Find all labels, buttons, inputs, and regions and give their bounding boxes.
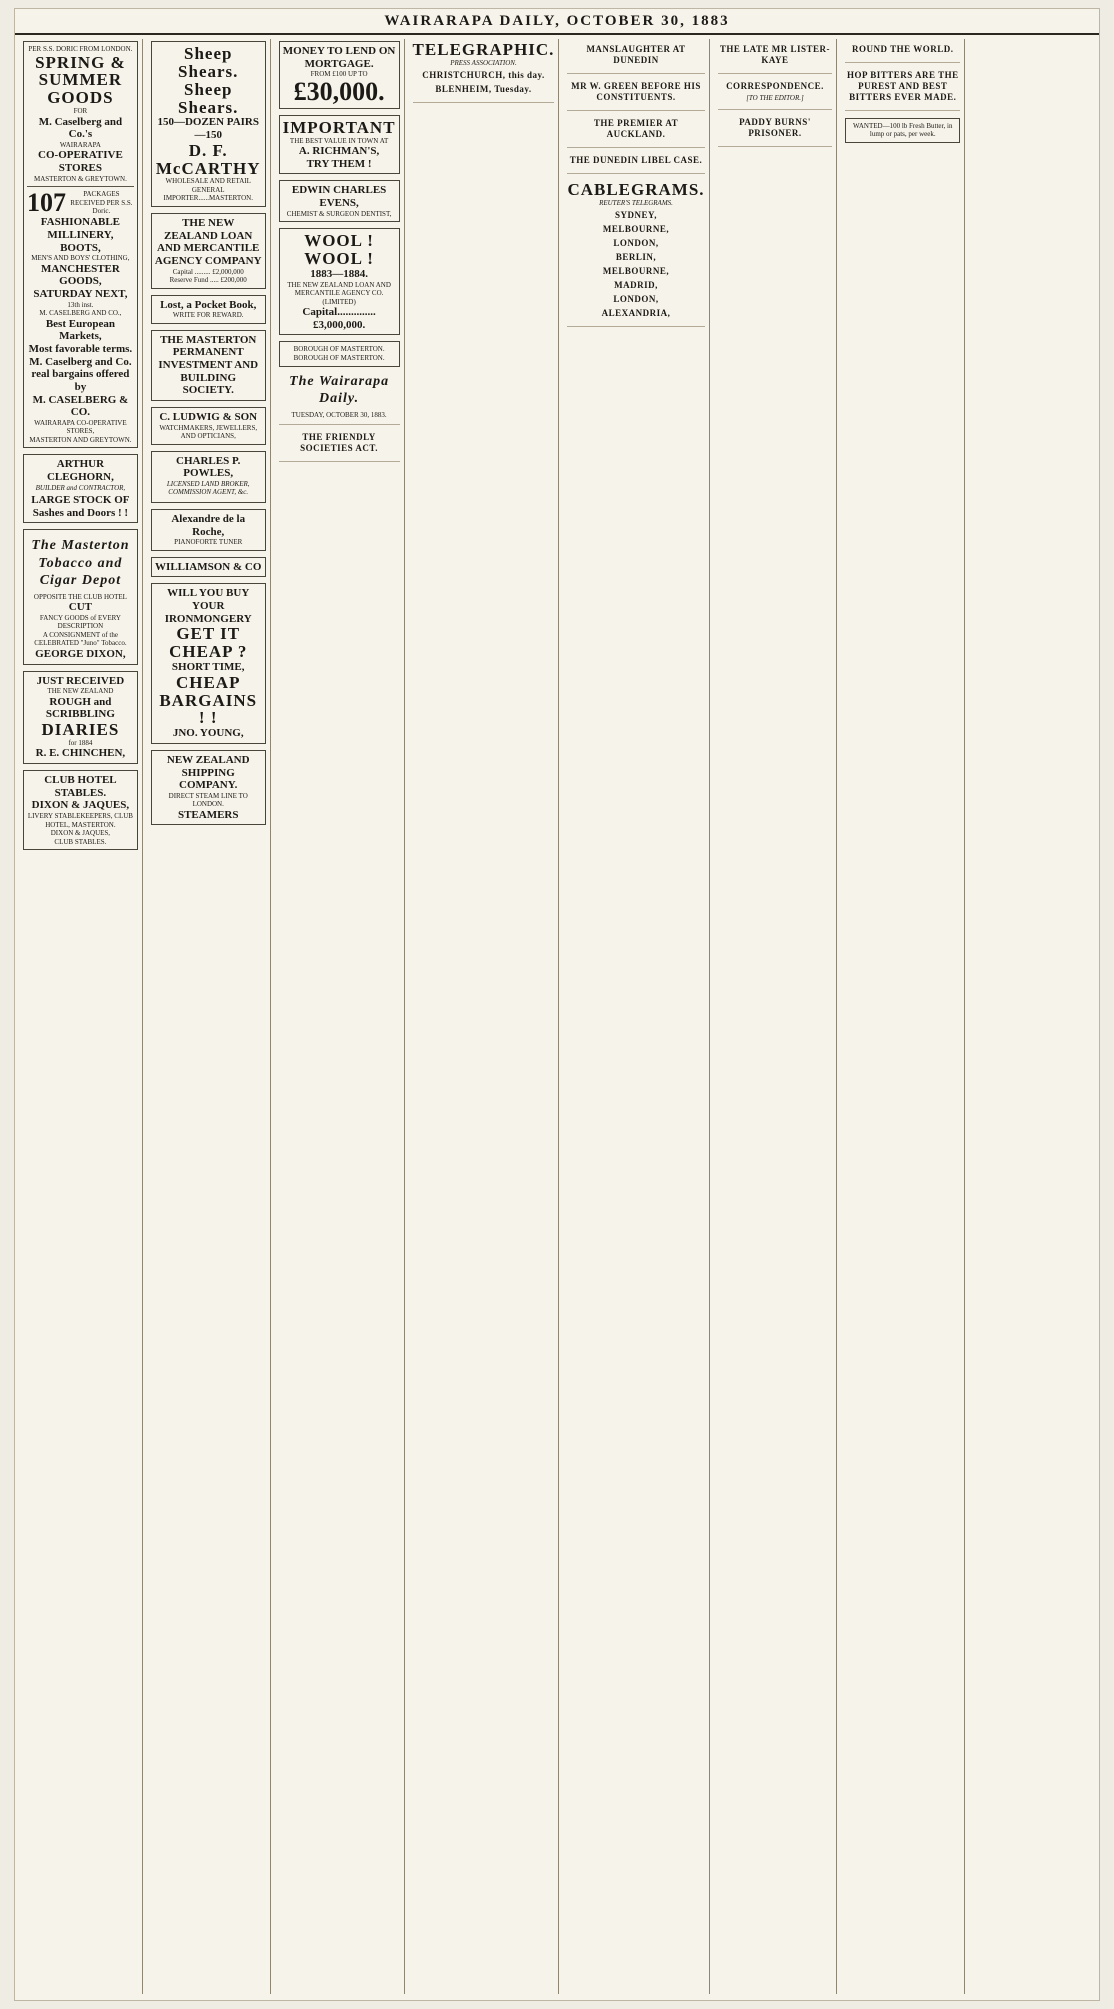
firm4-label: M. CASELBERG & CO. [32, 393, 129, 419]
shipping-ad [151, 750, 266, 826]
pairs-label: 150—DOZEN PAIRS—150 [157, 116, 259, 142]
season-label: 1883—1884. [310, 267, 368, 280]
column-2 [149, 39, 271, 1994]
firm2-label: M. CASELBERG AND CO., [39, 309, 122, 318]
divider [27, 186, 134, 187]
column-1 [21, 39, 143, 1994]
dixon-jaques-name: DIXON & JAQUES, [31, 799, 130, 812]
libel-heading: THE DUNEDIN LIBEL CASE. [569, 154, 703, 165]
premier-heading: THE PREMIER AT AUCKLAND. [593, 117, 679, 139]
wool-heading: WOOL ! WOOL ! [304, 231, 374, 269]
london2-dateline: LONDON, [613, 293, 659, 304]
lost-heading: Lost, a Pocket Book, [160, 298, 257, 311]
borough2-label: BOROUGH OF MASTERTON. [293, 354, 385, 363]
packages-number: 107 [27, 188, 66, 218]
friendly-article [279, 432, 400, 462]
column-4 [411, 39, 560, 1994]
saturday-label: SATURDAY NEXT, [33, 287, 128, 300]
correspondence-block [718, 81, 833, 111]
firm-name: M. Caselberg and Co.'s [38, 115, 123, 141]
evens-ad [279, 180, 400, 222]
paddy-heading: PADDY BURNS' PRISONER. [739, 117, 811, 139]
diaries-heading: DIARIES [41, 720, 120, 740]
borough-label: BOROUGH OF MASTERTON. [293, 345, 385, 354]
capital2-label: Capital..............£3,000,000. [302, 306, 376, 331]
manslaughter-article [567, 44, 704, 74]
nz-loan-ad [151, 213, 266, 289]
columns-grid [21, 39, 1093, 1994]
millinery-label: MILLINERY, [47, 228, 114, 241]
shipping-title: NEW ZEALAND SHIPPING COMPANY. [166, 753, 250, 792]
sydney-dateline: SYDNEY, [615, 210, 657, 221]
sashes-label: Sashes and Doors ! ! [32, 506, 129, 519]
powles-name: CHARLES P. POWLES, [176, 454, 241, 480]
steamers-label: STEAMERS [177, 808, 239, 821]
fashionable-label: FASHIONABLE [40, 216, 121, 229]
round-world-heading: ROUND THE WORLD. [852, 44, 954, 54]
cablegrams-block [567, 181, 704, 327]
capital-label: Capital ......... £2,000,000 [172, 267, 244, 276]
boots-label: BOOTS, [60, 241, 101, 254]
paper-title-block [279, 373, 400, 426]
best-european-label: Best European Markets, [45, 317, 115, 343]
diaries-year: for 1884 [68, 738, 93, 747]
column-3 [277, 39, 405, 1994]
tobacco-title: The Masterton Tobacco and Cigar Depot [31, 538, 130, 588]
goods-heading: GOODS [47, 88, 114, 108]
cheap-heading: GET IT CHEAP ? [169, 624, 248, 662]
mortgage-ad [279, 41, 400, 109]
delaroche-name: Alexandre de la Roche, [171, 512, 246, 538]
manchester-label: MANCHESTER GOODS, [40, 262, 120, 288]
important-ad [279, 115, 400, 175]
borough-ad [279, 341, 400, 366]
limited-label: (LIMITED) [322, 297, 356, 306]
favourable-label: Most favorable terms. [28, 342, 133, 355]
just-received-label: JUST RECEIVED [36, 674, 125, 687]
delaroche-ad [151, 509, 266, 551]
important-heading: IMPORTANT [282, 117, 396, 137]
towns2-label: MASTERTON AND GREYTOWN. [29, 435, 132, 444]
melbourne-dateline: MELBOURNE, [602, 224, 670, 235]
building-society-ad [151, 330, 266, 401]
cleghorn-ad [23, 454, 138, 523]
cut-label: CUT [68, 601, 93, 614]
paddy-article [718, 117, 833, 147]
club-stables-heading: CLUB HOTEL STABLES. [44, 774, 117, 799]
berlin-dateline: BERLIN, [615, 252, 657, 263]
fancy-label: FANCY GOODS of EVERY DESCRIPTION [39, 613, 121, 631]
williamson-name: WILLIAMSON & CO [155, 560, 262, 573]
stores-label: CO-OPERATIVE STORES [38, 149, 123, 175]
livery-label: LIVERY STABLEKEEPERS, CLUB HOTEL, MASTERTON. [27, 812, 133, 829]
london-dateline: LONDON, [613, 238, 659, 249]
mccarthy-name: D. F. McCARTHY [155, 140, 261, 178]
clothing-label: MEN'S AND BOYS' CLOTHING, [31, 254, 130, 263]
richman-name: A. RICHMAN'S, [298, 145, 380, 158]
cleghorn-name: ARTHUR CLEGHORN, [46, 458, 114, 484]
rough-label: ROUGH and SCRIBBLING [45, 695, 115, 721]
masthead-title: WAIRARAPA DAILY, OCTOBER 30, 1883 [15, 9, 1099, 35]
tobacco-ad [23, 529, 138, 664]
powles-ad [151, 451, 266, 503]
column-8 [971, 39, 1093, 1994]
place-label: WAIRARAPA [59, 140, 101, 149]
column-5 [565, 39, 709, 1994]
nz-loan-title: THE NEW ZEALAND LOAN AND MERCANTILE AGENCY COMPANY [154, 216, 262, 267]
sheep-shears-2: Sheep Shears. [178, 79, 239, 117]
madrid-dateline: MADRID, [614, 280, 658, 290]
young-ad [151, 583, 266, 743]
importer-label: GENERAL IMPORTER......MASTERTON. [163, 185, 253, 203]
listerkaye-heading: THE LATE MR LISTER-KAYE [719, 44, 830, 65]
sums-label: FROM £100 UP TO [310, 70, 368, 79]
lost-ad [151, 295, 266, 324]
money-heading: MONEY TO LEND ON MORTGAGE. [282, 45, 396, 70]
watch-label: WATCHMAKERS, JEWELLERS, AND OPTICIANS, [159, 423, 258, 441]
hopbitters-article [845, 70, 960, 111]
bargains-heading: CHEAP BARGAINS ! ! [159, 672, 258, 728]
cablegrams-heading: CABLEGRAMS. [567, 179, 705, 199]
wanted-ad [845, 118, 960, 143]
date-label: 13th inst. [67, 300, 94, 309]
reward-label: WRITE FOR REWARD. [172, 311, 244, 320]
diaries-ad [23, 671, 138, 764]
packages-text: PACKAGES RECEIVED PER S.S. Doric. [70, 190, 133, 216]
wool-ad [279, 228, 400, 335]
bestvalue-label: THE BEST VALUE IN TOWN AT [289, 136, 389, 145]
press-label: PRESS ASSOCIATION. [450, 58, 517, 67]
consignment-label: A CONSIGNMENT of the CELEBRATED "Juno" Tobacco. [34, 630, 127, 648]
sheep-shears-1: Sheep Shears. [178, 44, 239, 81]
dixon-jaques-footer: DIXON & JAQUES, [50, 829, 111, 838]
ship-line: PER S.S. DORIC FROM LONDON. [28, 45, 133, 53]
reuters-label: REUTER'S TELEGRAMS. [599, 198, 673, 207]
stores2-label: WAIRARAPA CO-OPERATIVE STORES, [34, 418, 127, 436]
manslaughter-heading: MANSLAUGHTER AT DUNEDIN [586, 44, 686, 65]
alexandria-dateline: ALEXANDRIA, [601, 307, 671, 318]
melbourne2-dateline: MELBOURNE, [602, 266, 670, 277]
caselberg-ad [23, 41, 138, 448]
williamson-ad [151, 557, 266, 578]
editor-label: [TO THE EDITOR.] [746, 93, 804, 102]
young-name: JNO. YOUNG, [172, 727, 244, 740]
column-7 [843, 39, 965, 1994]
mccarthy-ad [151, 41, 266, 207]
ironmongery-label: WILL YOU BUY YOUR IRONMONGERY [164, 587, 252, 625]
cleghorn-sub: BUILDER and CONTRACTOR, [35, 483, 126, 492]
telegraphic-block [413, 41, 555, 103]
nz-label: THE NEW ZEALAND [47, 687, 114, 696]
pianoforte-label: PIANOFORTE TUNER [174, 538, 243, 547]
paper-date: TUESDAY, OCTOBER 30, 1883. [291, 410, 387, 419]
correspondence-heading: CORRESPONDENCE. [726, 80, 824, 91]
dixon-name: GEORGE DIXON, [35, 648, 126, 660]
trythem-label: TRY THEM ! [306, 157, 372, 170]
evens-name: EDWIN CHARLES EVENS, [291, 184, 387, 210]
shorttime-label: SHORT TIME, [171, 661, 245, 674]
christchurch-dateline: CHRISTCHURCH, this day. [422, 70, 545, 81]
stables-ad [23, 770, 138, 850]
friendly-heading: THE FRIENDLY SOCIETIES ACT. [300, 432, 379, 454]
direct-label: DIRECT STEAM LINE TO LONDON. [168, 791, 248, 809]
firm3-label: M. Caselberg and Co. [29, 355, 132, 368]
for-label: FOR [73, 107, 88, 116]
green-heading: MR W. GREEN BEFORE HIS CONSTITUENTS. [571, 80, 701, 102]
listerkaye-article [718, 44, 833, 74]
chinchen-name: R. E. CHINCHEN, [35, 747, 126, 760]
round-world-article [845, 44, 960, 63]
libel-article [567, 155, 704, 174]
blenheim-dateline: BLENHEIM, Tuesday. [435, 84, 532, 95]
powles-sub: LICENSED LAND BROKER, COMMISSION AGENT, &c. [166, 479, 250, 497]
column-6 [716, 39, 838, 1994]
amount-heading: £30,000. [293, 76, 385, 106]
permanent-title: THE MASTERTON PERMANENT INVESTMENT AND BUILDING SOCIETY. [158, 333, 259, 397]
spring-heading: SPRING & [35, 52, 126, 72]
real-bargains-label: real bargains offered by [31, 368, 130, 393]
stock-label: LARGE STOCK OF [31, 494, 130, 507]
club-stables-footer: CLUB STABLES. [54, 837, 107, 846]
premier-article [567, 118, 704, 148]
reserve-label: Reserve Fund ..... £200,000 [169, 276, 247, 285]
newspaper-page [14, 8, 1100, 2001]
ludwig-name: C. LUDWIG & SON [159, 410, 258, 423]
paper-title: The Wairarapa Daily. [289, 373, 390, 406]
towns-label: MASTERTON & GREYTOWN. [33, 174, 127, 183]
opposite-label: OPPOSITE THE CLUB HOTEL [33, 592, 127, 601]
wanted-label: WANTED—100 lb Fresh Butter, in lump or pats, per week. [853, 121, 953, 139]
nzloan2-label: THE NEW ZEALAND LOAN AND MERCANTILE AGENCY CO. [287, 280, 391, 298]
wholesale-label: WHOLESALE AND RETAIL [165, 177, 251, 186]
telegraphic-heading: TELEGRAPHIC. [412, 40, 555, 59]
ludwig-ad [151, 407, 266, 445]
green-article [567, 81, 704, 111]
chemist-label: CHEMIST & SURGEON DENTIST, [286, 209, 392, 218]
hopbitters-heading: HOP BITTERS ARE THE PUREST AND BEST BITTERS EVER MADE. [846, 69, 959, 102]
summer-heading: SUMMER [38, 70, 123, 90]
